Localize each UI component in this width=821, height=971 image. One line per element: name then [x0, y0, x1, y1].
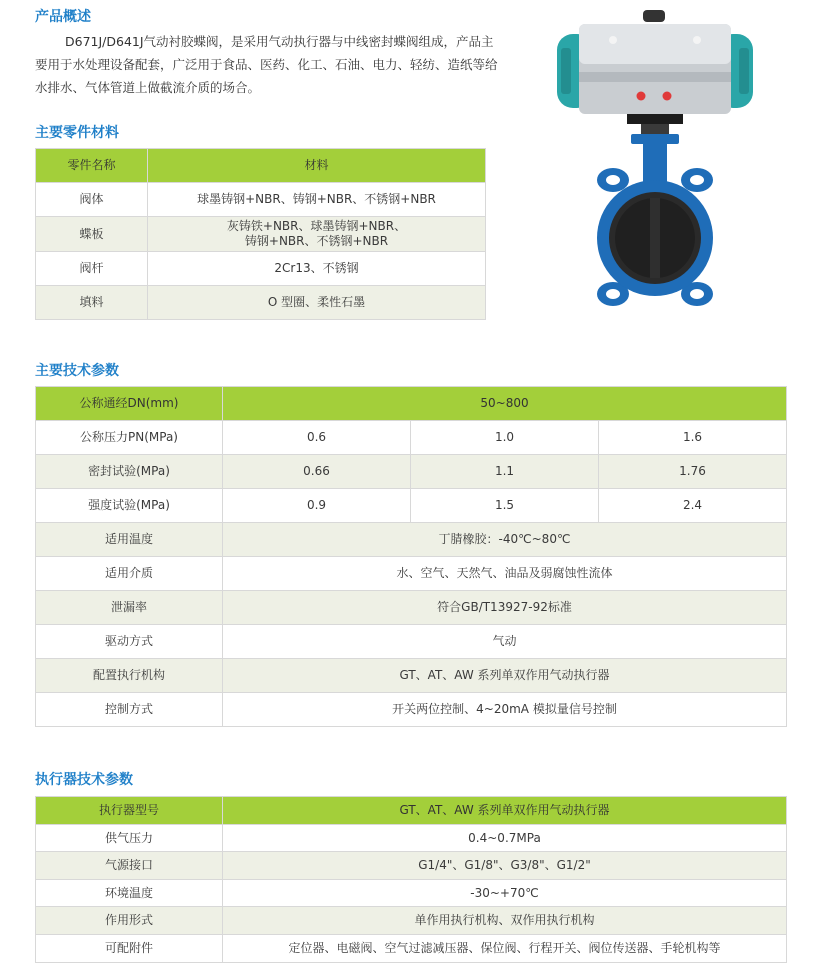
parts-title: 主要零件材料	[35, 125, 119, 141]
actuator-param-value: 单作用执行机构、双作用执行机构	[223, 907, 787, 935]
param-label: 强度试验(MPa)	[36, 489, 223, 523]
table-row	[36, 455, 787, 489]
butterfly-valve-image	[555, 8, 755, 308]
actuator-title: 执行器技术参数	[35, 772, 133, 788]
param-label: 控制方式	[36, 693, 223, 727]
actuator-param-value: -30~+70℃	[223, 880, 787, 907]
param-value: 0.9	[223, 489, 411, 523]
parts-table	[35, 148, 486, 320]
actuator-model-label: 执行器型号	[36, 797, 223, 825]
param-value: 丁腈橡胶：-40℃~80℃	[223, 523, 787, 557]
table-row	[36, 286, 486, 320]
param-value: 0.6	[223, 421, 411, 455]
overview-text: D671J/D641J气动衬胶蝶阀，是采用气动执行器与中线密封蝶阀组成，产品主要用于水处理设备配套，广泛用于食品、医药、化工、石油、电力、轻纺、造纸等给水排水、气体管道上做截流介质的场合。	[35, 34, 498, 95]
part-material: O 型圈、柔性石墨	[148, 286, 486, 320]
table-row	[36, 489, 787, 523]
param-value: 1.1	[411, 455, 599, 489]
table-row	[36, 935, 787, 963]
param-label: 配置执行机构	[36, 659, 223, 693]
table-row	[36, 591, 787, 625]
dn-value: 50~800	[223, 387, 787, 421]
header-material: 材料	[148, 149, 486, 183]
param-value: GT、AT、AW 系列单双作用气动执行器	[223, 659, 787, 693]
table-row	[36, 217, 486, 252]
dn-label: 公称通经DN(mm)	[36, 387, 223, 421]
table-row	[36, 625, 787, 659]
actuator-param-label: 气源接口	[36, 852, 223, 880]
param-label: 公称压力PN(MPa)	[36, 421, 223, 455]
actuator-param-value: G1/4"、G1/8"、G3/8"、G1/2"	[223, 852, 787, 880]
tech-title: 主要技术参数	[35, 363, 119, 379]
param-value: 0.66	[223, 455, 411, 489]
table-row	[36, 907, 787, 935]
param-label: 泄漏率	[36, 591, 223, 625]
part-name: 填料	[36, 286, 148, 320]
param-label: 适用介质	[36, 557, 223, 591]
param-value: 1.76	[599, 455, 787, 489]
param-value: 1.6	[599, 421, 787, 455]
actuator-param-label: 作用形式	[36, 907, 223, 935]
param-value: 1.0	[411, 421, 599, 455]
tech-table	[35, 386, 787, 727]
table-row	[36, 659, 787, 693]
param-value: 1.5	[411, 489, 599, 523]
param-label: 驱动方式	[36, 625, 223, 659]
actuator-model-value: GT、AT、AW 系列单双作用气动执行器	[223, 797, 787, 825]
param-value: 开关两位控制、4~20mA 模拟量信号控制	[223, 693, 787, 727]
param-value: 气动	[223, 625, 787, 659]
parts-header-row	[36, 149, 486, 183]
table-row	[36, 825, 787, 852]
table-row	[36, 183, 486, 217]
part-name: 阀杆	[36, 252, 148, 286]
table-row	[36, 880, 787, 907]
header-part-name: 零件名称	[36, 149, 148, 183]
actuator-param-value: 0.4~0.7MPa	[223, 825, 787, 852]
table-row	[36, 421, 787, 455]
param-label: 适用温度	[36, 523, 223, 557]
part-material: 2Cr13、不锈钢	[148, 252, 486, 286]
part-material	[148, 217, 486, 252]
actuator-header-row	[36, 797, 787, 825]
table-row	[36, 557, 787, 591]
actuator-param-value: 定位器、电磁阀、空气过滤减压器、保位阀、行程开关、阀位传送器、手轮机构等	[223, 935, 787, 963]
part-name: 蝶板	[36, 217, 148, 252]
part-material: 球墨铸钢+NBR、铸钢+NBR、不锈钢+NBR	[148, 183, 486, 217]
overview-title: 产品概述	[35, 9, 91, 25]
param-value: 水、空气、天然气、油品及弱腐蚀性流体	[223, 557, 787, 591]
param-value: 2.4	[599, 489, 787, 523]
table-row	[36, 523, 787, 557]
part-material-line: 铸钢+NBR、不锈钢+NBR	[244, 234, 389, 248]
param-value: 符合GB/T13927-92标准	[223, 591, 787, 625]
actuator-param-label: 可配附件	[36, 935, 223, 963]
actuator-param-label: 供气压力	[36, 825, 223, 852]
table-row	[36, 852, 787, 880]
part-material-line: 灰铸铁+NBR、球墨铸钢+NBR、	[226, 219, 407, 233]
table-row	[36, 252, 486, 286]
actuator-table	[35, 796, 787, 963]
param-label: 密封试验(MPa)	[36, 455, 223, 489]
tech-header-row	[36, 387, 787, 421]
part-name: 阀体	[36, 183, 148, 217]
table-row	[36, 693, 787, 727]
actuator-param-label: 环境温度	[36, 880, 223, 907]
